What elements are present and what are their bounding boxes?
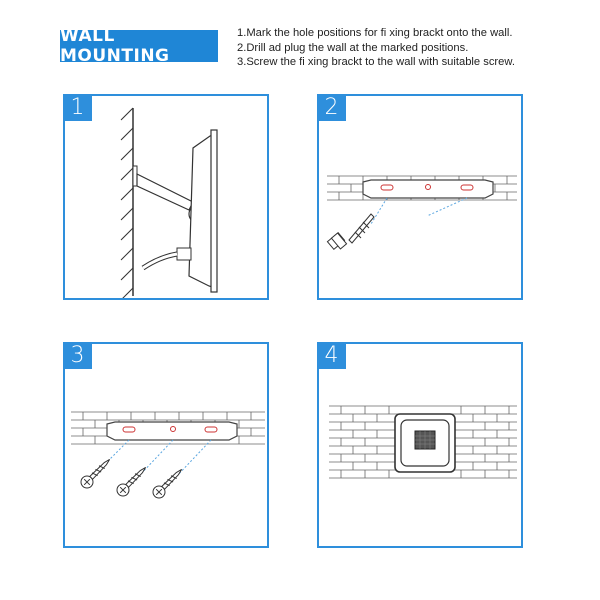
section-title: WALL MOUNTING — [60, 30, 218, 62]
step-number-2: 2 — [317, 94, 346, 121]
instruction-step-1: 1.Mark the hole positions for fi xing brackt onto the wall. — [237, 27, 513, 39]
step-panel-2 — [317, 94, 523, 300]
instruction-step-3: 3.Screw the fi xing brackt to the wall with suitable screw. — [237, 56, 515, 68]
step-panel-1 — [63, 94, 269, 300]
bracket-drill-illustration — [319, 96, 521, 298]
step-number-1: 1 — [63, 94, 92, 121]
side-view-illustration — [65, 96, 267, 298]
bracket-screw-illustration — [65, 344, 267, 546]
step-number-3: 3 — [63, 342, 92, 369]
instruction-step-2: 2.Drill ad plug the wall at the marked positions. — [237, 41, 469, 54]
instruction-list — [237, 26, 587, 70]
step-panel-3 — [63, 342, 269, 548]
mounted-light-illustration — [319, 344, 521, 546]
step-number-4: 4 — [317, 342, 346, 369]
step-panel-4 — [317, 342, 523, 548]
